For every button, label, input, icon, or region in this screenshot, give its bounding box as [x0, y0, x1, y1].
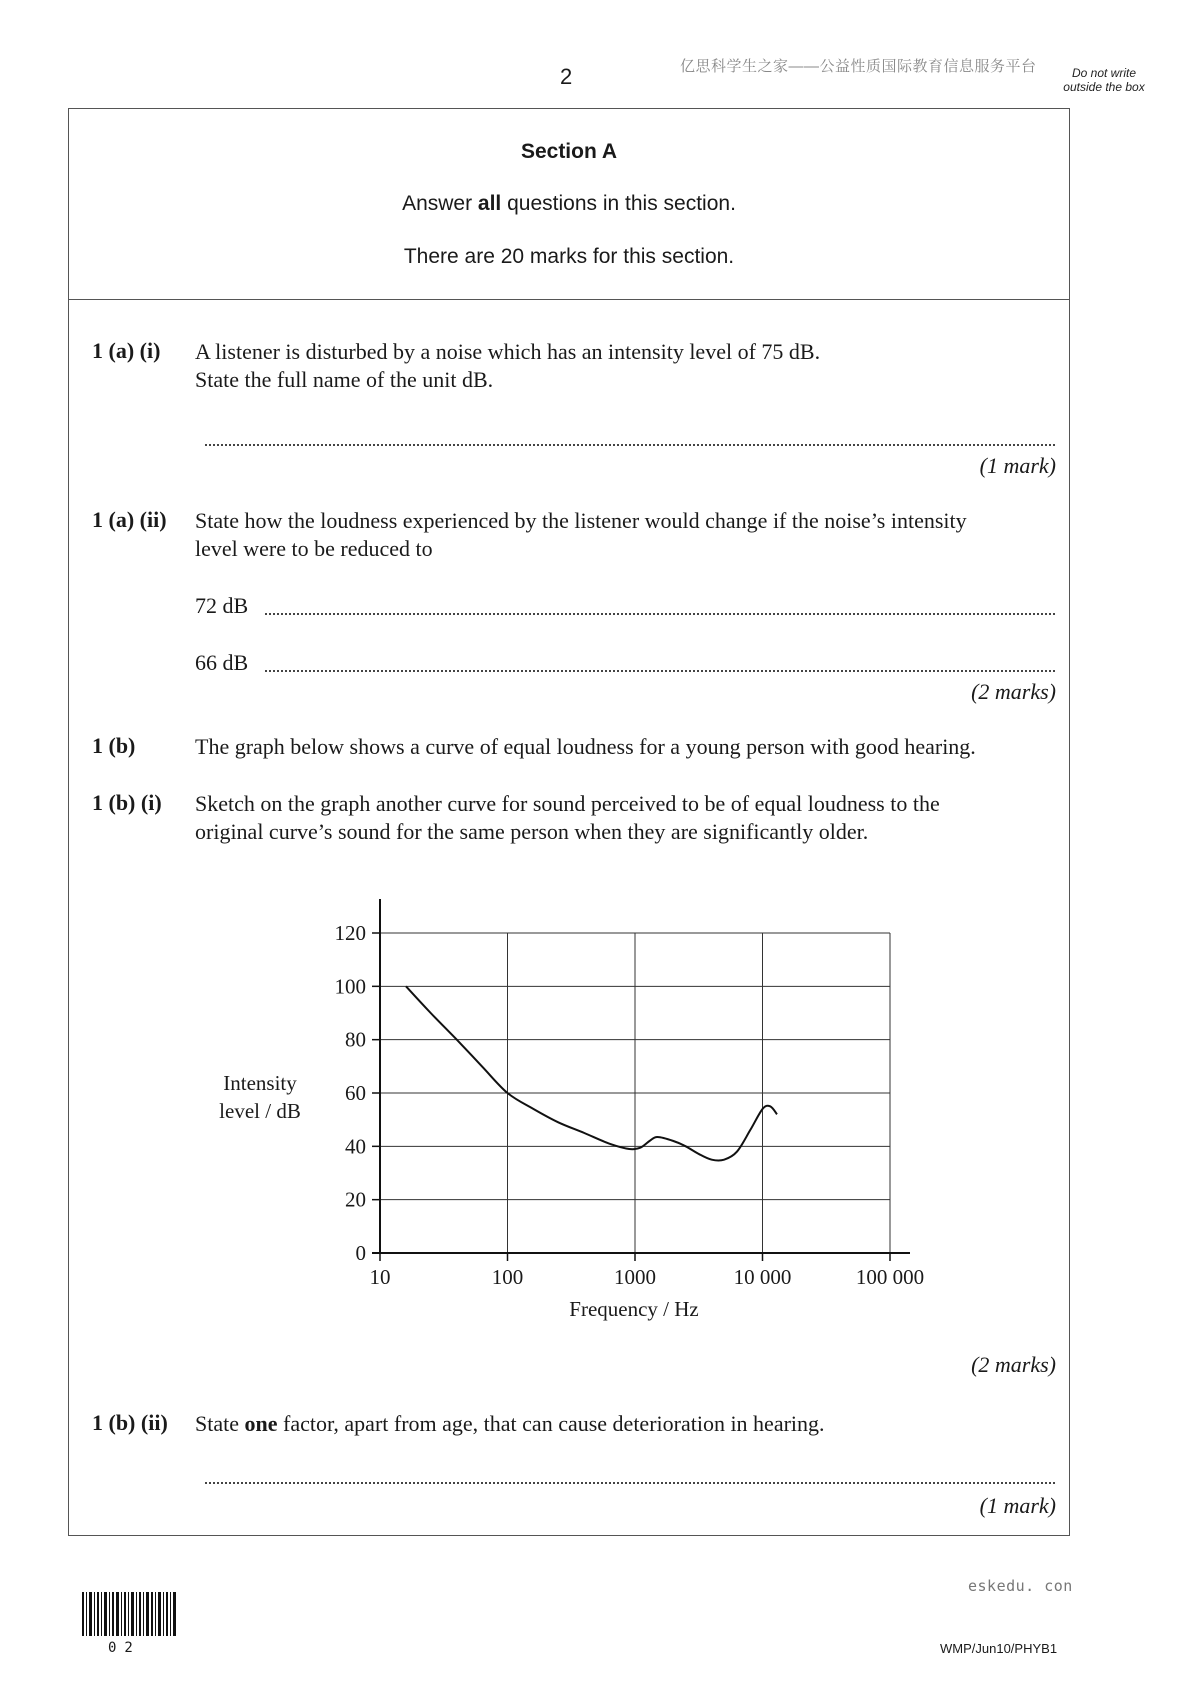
- section-instruction-2: There are 20 marks for this section.: [403, 245, 735, 268]
- paper-code: WMP/Jun10/PHYB1: [940, 1641, 1058, 1656]
- margin-note: Do not write outside the box: [1063, 66, 1145, 94]
- question-1bi-line-2: original curve’s sound for the same person when they are significantly older.: [195, 819, 869, 844]
- y-axis-label-line-2: level / dB: [219, 1099, 301, 1123]
- barcode-image: [82, 1592, 178, 1636]
- marks-1bii: (1 mark): [979, 1493, 1056, 1518]
- option-label-72db: 72 dB: [195, 593, 249, 618]
- question-1bii-pre: State: [195, 1411, 245, 1436]
- question-text-1b: The graph below shows a curve of equal loudness for a young person with good hearing.: [195, 734, 976, 759]
- question-number-1aii: 1 (a) (ii): [92, 507, 167, 532]
- question-text-1bii: [195, 1410, 1055, 1438]
- answer-line-66db[interactable]: [265, 670, 1055, 672]
- section-instruction-1: [68, 192, 1070, 216]
- x-tick-label-4: 100 000: [855, 1265, 925, 1289]
- x-tick-label-3: 10 000: [733, 1265, 792, 1289]
- question-text-1bi: [195, 790, 1055, 846]
- question-1ai-line-1: A listener is disturbed by a noise which has an intensity level of 75 dB.: [195, 339, 821, 364]
- site-footer-text: eskedu. con: [968, 1577, 1073, 1595]
- y-tick-label-3: 60: [345, 1081, 366, 1105]
- y-axis-label-line-1: Intensity: [223, 1071, 297, 1095]
- page-number: 2: [560, 64, 573, 89]
- section-divider: [68, 299, 1070, 300]
- question-text-1ai: [195, 338, 1055, 394]
- y-tick-label-5: 100: [334, 974, 366, 999]
- y-tick-label-2: 40: [345, 1134, 366, 1159]
- question-1bii-bold: one: [244, 1411, 278, 1436]
- instruction-1-post: questions in this section.: [501, 192, 736, 215]
- y-tick-label-6: 120: [334, 921, 366, 945]
- marks-1ai: (1 mark): [979, 453, 1056, 478]
- x-tick-label-0: 10: [369, 1265, 391, 1289]
- marks-1aii: (2 marks): [971, 679, 1056, 704]
- option-label-66db: 66 dB: [195, 650, 249, 675]
- watermark-text: 亿思科学生之家——公益性质国际教育信息服务平台: [680, 58, 1037, 75]
- answer-line-1bii[interactable]: [205, 1482, 1055, 1484]
- question-number-1bi: 1 (b) (i): [92, 790, 162, 815]
- question-number-1b: 1 (b): [92, 733, 136, 758]
- y-tick-label-1: 20: [345, 1187, 366, 1212]
- question-1aii-line-1: State how the loudness experienced by the listener would change if the noise’s intensity: [195, 508, 967, 533]
- instruction-1-pre: Answer: [402, 192, 478, 215]
- barcode-digits: 02: [108, 1640, 141, 1656]
- marks-1bi: (2 marks): [971, 1352, 1056, 1377]
- question-1ai-line-2: State the full name of the unit dB.: [195, 367, 494, 392]
- answer-line-72db[interactable]: [265, 613, 1055, 615]
- answer-line-1ai[interactable]: [205, 444, 1055, 446]
- x-axis-label: Frequency / Hz: [569, 1297, 699, 1321]
- y-tick-label-4: 80: [345, 1027, 366, 1052]
- question-number-1bii: 1 (b) (ii): [92, 1410, 168, 1435]
- question-text-1aii: [195, 507, 1055, 563]
- y-tick-label-0: 0: [355, 1241, 366, 1265]
- question-1aii-line-2: level were to be reduced to: [195, 536, 433, 561]
- section-title: Section A: [520, 140, 618, 163]
- question-number-1ai: 1 (a) (i): [92, 338, 161, 363]
- question-1bi-line-1: Sketch on the graph another curve for sound perceived to be of equal loudness to the: [195, 791, 940, 816]
- x-tick-label-2: 1000: [614, 1265, 656, 1289]
- question-1bii-post: factor, apart from age, that can cause deterioration in hearing.: [277, 1411, 825, 1436]
- instruction-1-bold: all: [477, 192, 502, 215]
- x-tick-label-1: 100: [491, 1265, 524, 1289]
